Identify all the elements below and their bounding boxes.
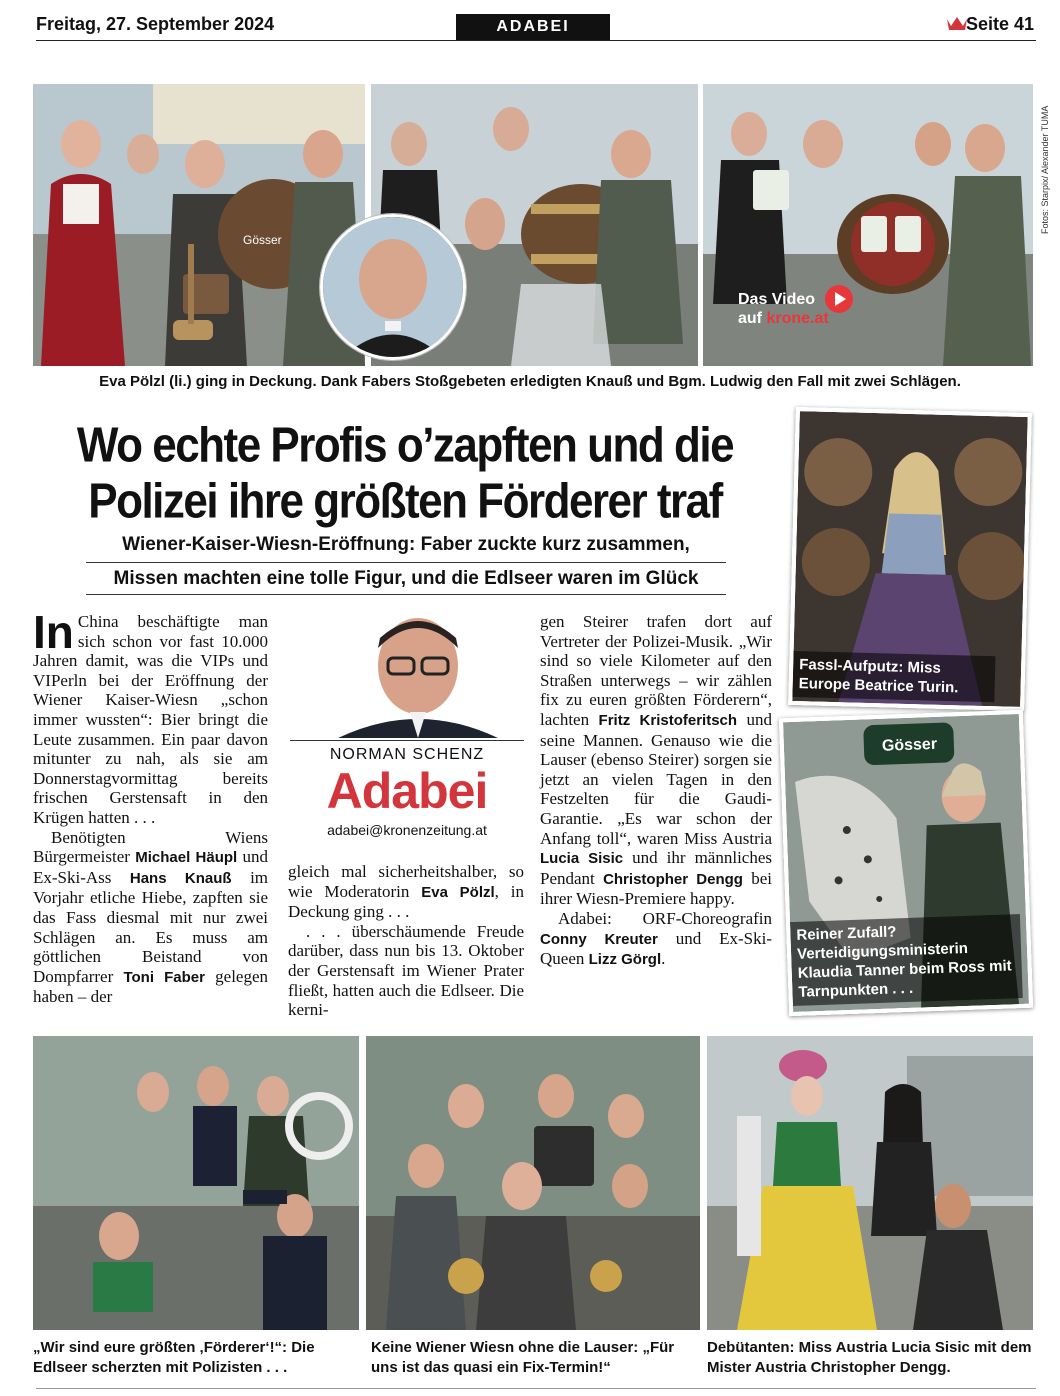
col1-text: gelegen haben – der <box>33 966 269 1007</box>
col3-text: bei ihrer Wiesn-Premiere happy. <box>540 868 772 909</box>
author-name: NORMAN SCHENZ <box>329 746 485 763</box>
author-photo <box>318 608 518 738</box>
col3-text: gen Steirer trafen dort auf Vertreter der Polizei-Musik. „Wir sind so viele Kilometer auf den Straßen unterwegs – wir zählen fix zu euren größten Förderern“, lachten <box>540 612 772 729</box>
article-column-2 <box>288 862 524 1020</box>
column-title: Adabei <box>326 763 488 819</box>
photo-tanner-horse <box>779 710 1033 1016</box>
inset-portrait-faber <box>320 214 466 360</box>
barrel-label: Gösser <box>243 233 282 247</box>
article-column-3 <box>540 612 772 970</box>
subheadline-2: Missen machten eine tolle Figur, und die Edlseer waren im Glück <box>113 568 699 589</box>
crown-icon <box>946 14 968 37</box>
headline-line-2: Polizei ihre größten Förderer traf <box>88 474 722 529</box>
person-name: Lizz Görgl <box>588 951 662 969</box>
play-icon[interactable] <box>824 284 854 319</box>
section-label: ADABEI <box>456 14 610 40</box>
video-label-prefix: auf <box>738 310 767 327</box>
col3-text: und Ex-Ski-Queen <box>540 928 772 969</box>
col2-paragraph-2: . . . überschäumende Freude darüber, dass nun bis 13. Oktober der Gerstensaft im Wiener Prater fließt, hatten auch die Edlseer. Die kerni- <box>288 921 524 1020</box>
bottom-caption-1: „Wir sind eure größten ‚Förderer‘!“: Die Edlseer scherzten mit Polizisten . . . <box>33 1339 315 1376</box>
person-name: Fritz Kristoferitsch <box>598 711 738 729</box>
bottom-caption-3: Debütanten: Miss Austria Lucia Sisic mit dem Mister Austria Christopher Dengg. <box>707 1339 1032 1376</box>
subheadline-divider <box>86 594 726 595</box>
side-caption-2: Reiner Zufall? Verteidigungsministerin Klaudia Tanner beim Ross mit Tarnpunkten . . . <box>790 914 1023 1006</box>
page-number: Seite 41 <box>965 14 1034 34</box>
person-name: Lucia Sisic <box>540 850 624 868</box>
top-photo-caption: Eva Pölzl (li.) ging in Deckung. Dank Fabers Stoßgebeten erledigten Knauß und Bgm. Ludwig den Fall mit zwei Schlägen. <box>99 373 961 390</box>
author-email[interactable]: adabei@kronenzeitung.at <box>327 822 487 838</box>
photo-miss-europe <box>788 407 1032 711</box>
col2-text: , in Deckung ging . . . <box>288 881 524 922</box>
col1-text: und Ex-Ski-Ass <box>33 847 269 887</box>
headline-line-1: Wo echte Profis o’zapften und die <box>76 418 734 473</box>
person-name: Toni Faber <box>123 968 205 986</box>
col1-text: Benötigten Wiens Bürgermeister <box>33 827 268 867</box>
col2-text: gleich mal sicherheitshalber, so wie Moderatorin <box>288 862 524 901</box>
col3-text: . <box>661 949 666 969</box>
person-name: Conny Kreuter <box>540 930 658 948</box>
footer-divider <box>36 1388 1036 1389</box>
bottom-caption-2: Keine Wiener Wiesn ohne die Lauser: „Für uns ist das quasi ein Fix-Termin!“ <box>371 1339 675 1376</box>
drop-cap: In <box>33 606 74 658</box>
goesser-sign: Gösser <box>881 735 938 755</box>
side-caption-1: Fassl-Aufputz: Miss Europe Beatrice Turin. <box>792 651 995 702</box>
person-name: Michael Häupl <box>135 849 238 867</box>
author-divider <box>290 740 524 741</box>
video-label: Das Video <box>738 291 816 308</box>
video-promo[interactable] <box>738 290 858 338</box>
photo-lauser <box>366 1036 700 1330</box>
col3-text: Adabei: ORF-Choreografin <box>558 908 772 928</box>
header-divider <box>36 40 1036 41</box>
col1-paragraph-1: China beschäftigte man sich schon vor fast 10.000 Jahren damit, was die VIPs und VIPerln bei der Eröffnung der Wiener Kaiser-Wiesn „schon immer wussten“: Bier bringt die Leute zusammen. Ein paar davon mitunter zu nah, als sie am Donnerstagvormittag bereits frischen Gerstensaft in den Krügen hatten . . . <box>33 612 268 827</box>
col1-text: im Vorjahr etliche Hiebe, zapften sie das Fass diesmal mit nur zwei Schlägen an. Es muss am göttlichen Beistand von Dompfarrer <box>33 867 269 986</box>
person-name: Christopher Dengg <box>603 870 743 888</box>
issue-date: Freitag, 27. September 2024 <box>36 14 275 34</box>
photo-edlseer-police <box>33 1036 359 1330</box>
subheadline-1: Wiener-Kaiser-Wiesn-Eröffnung: Faber zuckte kurz zusammen, <box>122 534 690 555</box>
person-name: Eva Pölzl <box>421 883 495 901</box>
photo-credit: Fotos: Starpix/ Alexander TUMA <box>1040 105 1050 234</box>
article-column-1 <box>33 606 269 1007</box>
photo-tapping-ceremony-1 <box>33 84 365 366</box>
krone-link[interactable]: krone.at <box>766 310 829 327</box>
col3-text: und ihr männliches Pendant <box>540 848 772 888</box>
subheadline-divider <box>86 562 726 563</box>
photo-debutanten <box>707 1036 1033 1330</box>
col3-text: und seine Mannen. Genauso wie die Lauser (ebenso Steirer) sorgen sie jetzt an vielen Tagen in den Festzelten für die Gaudi-Garantie. „Es war schon der Anfang toll“, waren Miss Austria <box>540 709 773 848</box>
person-name: Hans Knauß <box>129 869 232 887</box>
headline <box>60 418 750 530</box>
